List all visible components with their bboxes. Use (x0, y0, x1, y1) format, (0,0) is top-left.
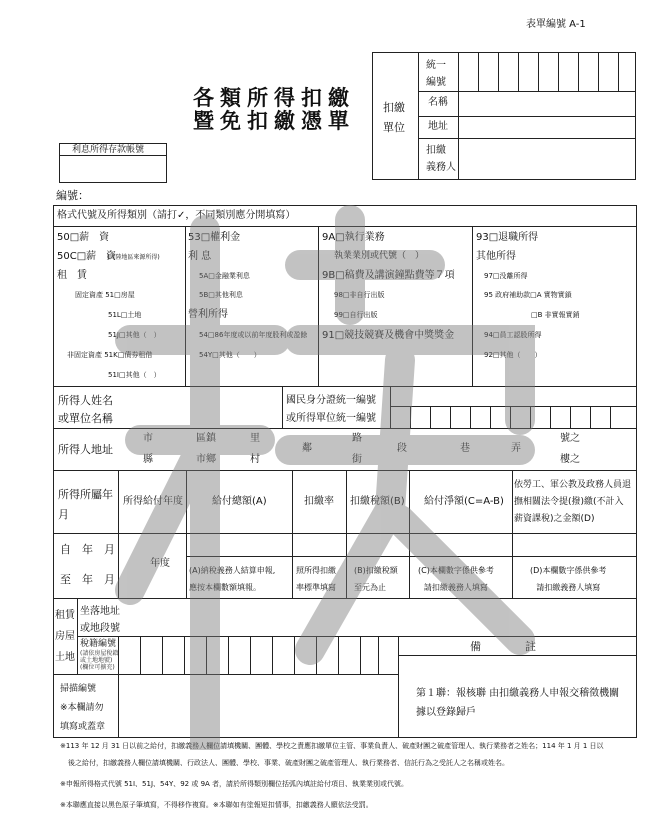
note-b: (B)扣繳稅額 至元為止 (354, 566, 398, 592)
addr-township: 市鄉 (196, 454, 216, 465)
category-98[interactable]: 98□非自行出版 (334, 291, 385, 299)
footnote-2: ※申報所得格式代號 51I、51J、54Y、92 或 9A 者，請於所得類別欄位括弧內填註給付項目、執業業別或代號。 (60, 780, 409, 788)
category-9b[interactable]: 9B□稿費及講演鐘點費等７項 (322, 270, 455, 281)
addr-cun: 村 (250, 454, 260, 465)
remarks-label: 備 註 (470, 640, 536, 653)
recipient-name-input[interactable] (124, 388, 278, 426)
category-rent: 租 賃 (57, 270, 87, 281)
addr-road: 路 (352, 433, 362, 444)
category-97[interactable]: 97□没離所得 (484, 272, 528, 280)
category-53[interactable]: 53□權利金 (188, 232, 241, 243)
category-5b[interactable]: 5B□其他利息 (199, 291, 243, 299)
tax-no-label: 稅籍編號 (80, 639, 117, 649)
pension-label: 依勞工、軍公教及政務人員退 撫相關法令提(撥)繳(不計入 薪資課稅)之金額(D) (514, 480, 632, 524)
addr-lane: 巷 (460, 443, 470, 454)
recipient-id-label: 國民身分證統一編號 或所得單位統一編號 (286, 395, 376, 424)
addr-section: 段 (397, 443, 407, 454)
note-d: (D)本欄數字係供參考 請扣繳義務人填寫 (530, 566, 607, 592)
unified-no-label: 統一 編號 (426, 60, 446, 88)
deposit-account-label: 利息所得存款帳號 (72, 145, 145, 155)
category-51i[interactable]: 51I□其他（ ） (108, 371, 161, 379)
category-50c[interactable]: 50C□薪 資 (57, 251, 117, 262)
category-9a[interactable]: 9A□執行業務 (322, 232, 385, 243)
category-99[interactable]: 99□自行出版 (334, 311, 378, 319)
addr-street: 街 (352, 454, 362, 465)
footnote-1: ※113 年 12 月 31 日以前之給付，扣繳義務人欄位請填機關、團體、學校之責應扣繳單位主管、事業負責人、破產財團之破產管理人、執行業務者之姓名；114 年 1 月 1 日以 (60, 742, 604, 750)
exec-code[interactable]: 執業業別或代號（ ） (334, 251, 425, 261)
withholder-section-label: 扣繳 單位 (383, 101, 405, 134)
addr-county: 縣 (143, 454, 153, 465)
category-50c-note: (大陸地區來源所得) (107, 254, 160, 261)
land-left-label: 租賃 房屋 土地 (55, 610, 75, 663)
category-91[interactable]: 91□競技競賽及機會中獎獎金 (322, 330, 455, 341)
note-c: (C)本欄數字係供參考 請扣繳義務人填寫 (418, 566, 494, 592)
category-95b[interactable]: □B 非實報實銷 (531, 311, 580, 319)
recipient-name-label: 所得人姓名 或單位名稱 (58, 394, 113, 425)
period-to[interactable]: 至 年 月 (60, 573, 115, 586)
category-54y[interactable]: 54Y□其他（ ） (199, 351, 261, 359)
pay-year-label: 所得給付年度 (123, 496, 183, 507)
category-54[interactable]: 54□86年度或以前年度股利或盈餘 (199, 331, 308, 339)
category-95[interactable]: 95 政府補助款□A 實物實鎖 (484, 291, 572, 299)
category-5a[interactable]: 5A□金融業利息 (199, 272, 250, 280)
note-a: (A)納稅義務人結算申報, 應按本欄數額填報。 (189, 566, 276, 592)
addr-no: 號之 (560, 433, 580, 444)
withholder-address-label: 地址 (428, 121, 448, 132)
tax-label: 扣繳稅額(B) (350, 496, 405, 507)
withholder-name-label: 名稱 (428, 97, 448, 108)
year-short-label: 年度 (150, 558, 170, 569)
footnote-3: ※本聯應直接以黑色原子筆填寫，不得移作複寫。※本聯如有塗報短扣情事，扣繳義務人願依法受罰。 (60, 801, 373, 809)
rate-label: 扣繳率 (304, 496, 334, 507)
category-prize: 營利所得 (188, 309, 228, 320)
category-50[interactable]: 50□薪 資 (57, 232, 110, 243)
withholder-person-label: 扣繳 義務人 (426, 145, 456, 173)
category-93[interactable]: 93□退職所得 (476, 232, 539, 243)
format-header: 格式代號及所得類別（請打✓，不同類別應分開填寫） (57, 210, 296, 221)
category-51[interactable]: 固定資產 51□房屋 (75, 291, 135, 299)
serial-label: 編號： (56, 189, 89, 202)
addr-li: 里 (250, 433, 260, 444)
recipient-address-label: 所得人地址 (58, 443, 113, 456)
note-rate: 照所得扣繳 率標準填寫 (296, 566, 336, 592)
total-label: 給付總額(A) (212, 496, 267, 507)
form-code: 表單編號 A-1 (526, 19, 586, 30)
year-label: 所得所屬年 月 (58, 488, 113, 521)
category-94[interactable]: 94□員工認股所得 (484, 331, 542, 339)
category-51j[interactable]: 51J□其他（ ） (108, 331, 161, 339)
copy-note: 第１聯：報核聯 由扣繳義務人申報交稽徵機關 據以登錄歸戶 (416, 688, 620, 718)
category-other: 其他所得 (476, 251, 516, 262)
addr-floor: 樓之 (560, 454, 580, 465)
addr-district: 區鎮 (196, 433, 216, 444)
category-51l[interactable]: 51L□土地 (108, 311, 142, 319)
land-location-label: 坐落地址 或地段號 (80, 606, 120, 634)
addr-city: 市 (143, 433, 153, 444)
category-51k[interactable]: 非固定資產 51K□債券租借 (67, 351, 153, 359)
form-title-line2: 暨免扣繳憑單 (193, 108, 355, 133)
period-from[interactable]: 自 年 月 (60, 543, 115, 556)
stamp-label: 掃描編號 ※本欄請勿 填寫或蓋章 (60, 684, 106, 732)
category-interest: 利 息 (188, 251, 212, 262)
addr-alley: 弄 (511, 443, 521, 454)
addr-lin: 鄰 (302, 443, 312, 454)
tax-no-note: (請依房屋稅籍 或土地地號) (欄位可擴充) (80, 650, 119, 671)
form-title-line1: 各類所得扣繳 (193, 85, 355, 110)
category-92[interactable]: 92□其他（ ） (484, 351, 542, 359)
footnote-1b: 後之給付，扣繳義務人欄位請填機關、行政法人、團體、學校、事業、破產財團之破產管理人、執行業務者、信託行為之受託人之名稱或姓名。 (68, 759, 509, 767)
net-label: 給付淨額(C=A-B) (424, 496, 504, 507)
